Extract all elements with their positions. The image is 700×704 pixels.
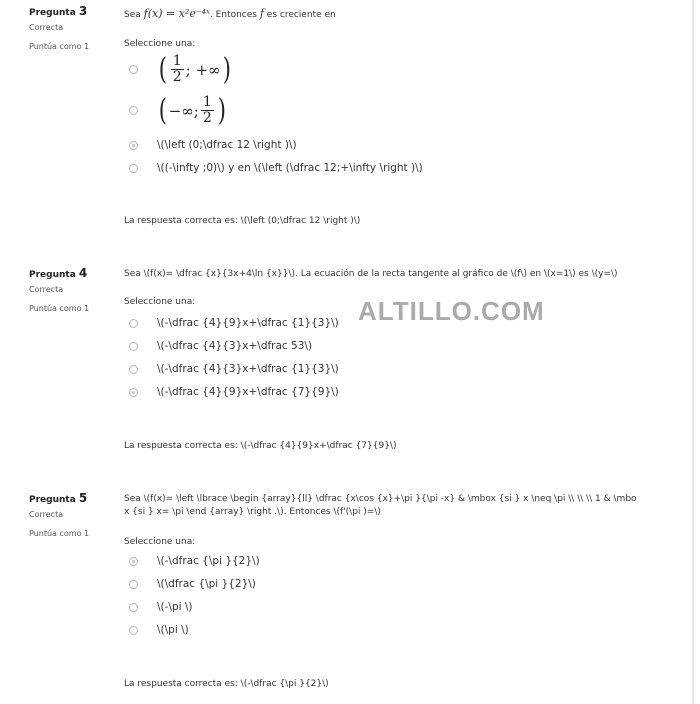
question-4 xyxy=(0,266,692,466)
answer-option[interactable] xyxy=(129,51,232,87)
option-text: \(-\dfrac {4}{9}x+\dfrac {1}{3}\) xyxy=(157,317,339,329)
select-prompt: Seleccione una: xyxy=(124,39,196,49)
question-info xyxy=(29,4,119,52)
radio-button[interactable] xyxy=(129,106,138,115)
question-5 xyxy=(0,491,692,696)
answer-option[interactable] xyxy=(129,92,227,128)
option-text: \(-\pi \) xyxy=(157,601,193,613)
option-text: \(\pi \) xyxy=(157,624,189,636)
answer-option[interactable] xyxy=(129,340,312,352)
question-grade: Puntúa como 1 xyxy=(29,529,90,538)
question-text: Sea \(f(x)= \left \lbrace \begin {array}{ll} \dfrac {x\cos {x}+\pi }{\pi -x} & \mbox {si } x \neq \pi \\ \\ \\ 1 & \mbox {si } x= \pi \end {array} \right .\). Entonces \(f'(\pi )=\) xyxy=(124,494,637,517)
question-info xyxy=(29,491,119,539)
question-text: Sea f(x) = x²e⁻⁴ˣ. Entonces f es creciente en xyxy=(124,7,336,20)
correct-answer-feedback: La respuesta correcta es: \(-\dfrac {\pi }{2}\) xyxy=(124,679,329,689)
answer-option[interactable] xyxy=(129,317,339,329)
answer-option[interactable] xyxy=(129,162,423,174)
question-number: Pregunta 4 xyxy=(29,266,88,280)
radio-button[interactable] xyxy=(129,319,138,328)
option-text: \(-\dfrac {4}{9}x+\dfrac {7}{9}\) xyxy=(157,386,339,398)
radio-button[interactable] xyxy=(129,365,138,374)
radio-button-selected[interactable] xyxy=(129,557,138,566)
question-number: Pregunta 5 xyxy=(29,491,88,505)
question-state: Correcta xyxy=(29,285,64,294)
question-3 xyxy=(0,4,692,244)
answer-option[interactable] xyxy=(129,555,260,567)
math-interval: ( $\frac{1}{2}$ ; +∞ ) xyxy=(158,51,231,87)
answer-option[interactable] xyxy=(129,624,189,636)
question-number: Pregunta 3 xyxy=(29,4,88,18)
answer-option[interactable] xyxy=(129,578,256,590)
radio-button[interactable] xyxy=(129,603,138,612)
option-text: \(-\dfrac {4}{3}x+\dfrac {1}{3}\) xyxy=(157,363,339,375)
question-state: Correcta xyxy=(29,510,64,519)
select-prompt: Seleccione una: xyxy=(124,537,196,547)
question-info xyxy=(29,266,119,314)
radio-button-selected[interactable] xyxy=(129,141,138,150)
question-grade: Puntúa como 1 xyxy=(29,42,90,51)
answer-option[interactable] xyxy=(129,386,339,398)
correct-answer-feedback: La respuesta correcta es: \(\left (0;\dfrac 12 \right )\) xyxy=(124,216,361,226)
watermark: ALTILLO.COM xyxy=(358,296,545,326)
right-edge-divider xyxy=(692,0,694,704)
math-interval: ( −∞; $\frac{1}{2}$ ) xyxy=(158,92,226,128)
radio-button[interactable] xyxy=(129,164,138,173)
question-state: Correcta xyxy=(29,23,64,32)
radio-button[interactable] xyxy=(129,626,138,635)
option-text: \(\left (0;\dfrac 12 \right )\) xyxy=(157,139,297,151)
radio-button[interactable] xyxy=(129,65,138,74)
option-text: \((-\infty ;0)\) y en \(\left (\dfrac 12;+\infty \right )\) xyxy=(157,162,423,174)
option-text: \(-\dfrac {4}{3}x+\dfrac 53\) xyxy=(157,340,313,352)
option-text: \(-\dfrac {\pi }{2}\) xyxy=(157,555,260,567)
answer-option[interactable] xyxy=(129,601,193,613)
radio-button[interactable] xyxy=(129,580,138,589)
answer-option[interactable] xyxy=(129,363,339,375)
option-text: \(\dfrac {\pi }{2}\) xyxy=(157,578,256,590)
math-function: f(x) = x²e⁻⁴ˣ xyxy=(143,7,210,20)
radio-button-selected[interactable] xyxy=(129,388,138,397)
answer-option[interactable] xyxy=(129,139,297,151)
select-prompt: Seleccione una: xyxy=(124,297,196,307)
radio-button[interactable] xyxy=(129,342,138,351)
correct-answer-feedback: La respuesta correcta es: \(-\dfrac {4}{9}x+\dfrac {7}{9}\) xyxy=(124,441,397,451)
question-text: Sea \(f(x)= \dfrac {x}{3x+4\ln {x}}\). La ecuación de la recta tangente al gráfico de \(f\) en \(x=1\) es \(y=\) xyxy=(124,269,618,279)
question-grade: Puntúa como 1 xyxy=(29,304,90,313)
